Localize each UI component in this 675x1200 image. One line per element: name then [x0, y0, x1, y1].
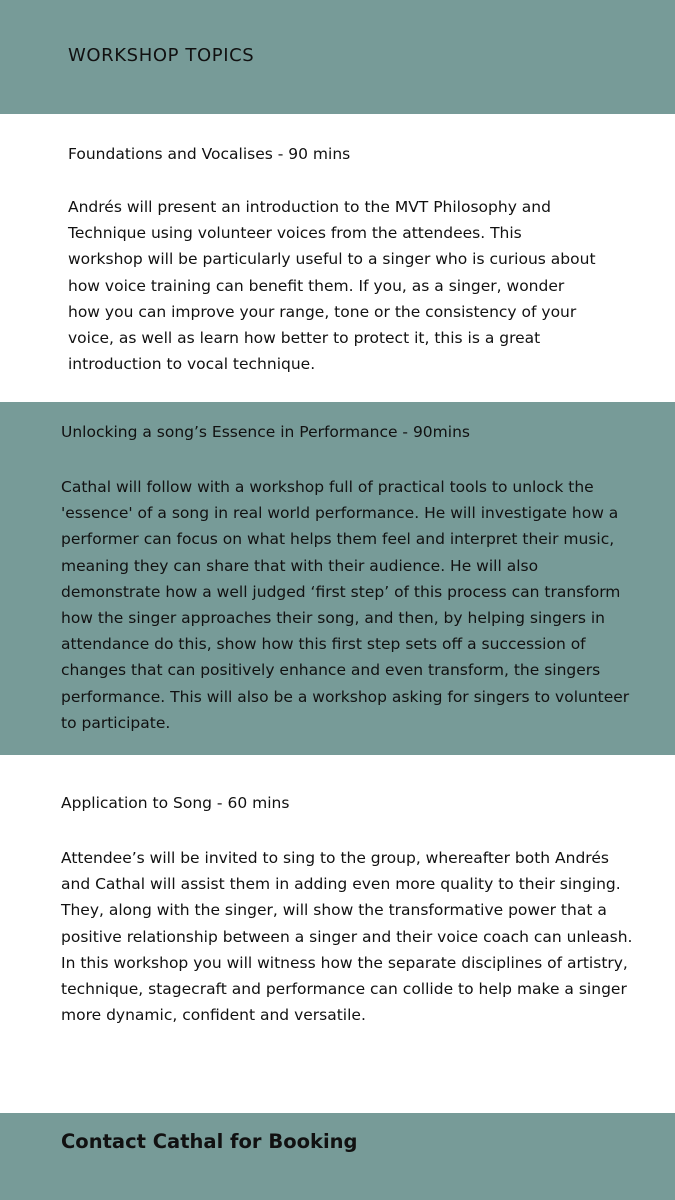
section-foundations — [0, 114, 675, 402]
section-title: Unlocking a song’s Essence in Performance - 90mins — [61, 423, 470, 441]
section-body: Andrés will present an introduction to the MVT Philosophy and Technique using volunteer voices from the attendees. This workshop will be particularly useful to a singer who is curious about how voice training can benefit them. If you, as a singer, wonder how you can improve your range, tone or the consistency of your voice, as well as learn how better to protect it, this is a great introduction to vocal technique. — [68, 198, 596, 374]
section-application-to-song — [0, 755, 675, 1113]
section-body: Cathal will follow with a workshop full of practical tools to unlock the 'essence' of a song in real world performance. He will investigate how a performer can focus on what helps them feel and interpret their music, meaning they can share that with their audience. He will also demonstrate how a well judged ‘first step’ of this process can transform how the singer approaches their song, and then, by helping singers in attendance do this, show how this first step sets off a succession of changes that can positively enhance and even transform, the singers performance. This will also be a workshop asking for singers to volunteer to participate. — [61, 478, 630, 732]
section-title: Foundations and Vocalises - 90 mins — [68, 145, 351, 163]
contact-booking-text: Contact Cathal for Booking — [61, 1130, 358, 1153]
header-band — [0, 0, 675, 114]
section-body: Attendee’s will be invited to sing to the group, whereafter both Andrés and Cathal will assist them in adding even more quality to their singing. They, along with the singer, will show the transformative power that a positive relationship between a singer and their voice coach can unleash. In this workshop you will witness how the separate disciplines of artistry, technique, stagecraft and performance can collide to help make a singer more dynamic, confident and versatile. — [61, 849, 633, 1025]
section-title: Application to Song - 60 mins — [61, 794, 290, 812]
footer-band — [0, 1113, 675, 1200]
section-unlocking-essence — [0, 402, 675, 755]
page-title: WORKSHOP TOPICS — [68, 45, 255, 66]
